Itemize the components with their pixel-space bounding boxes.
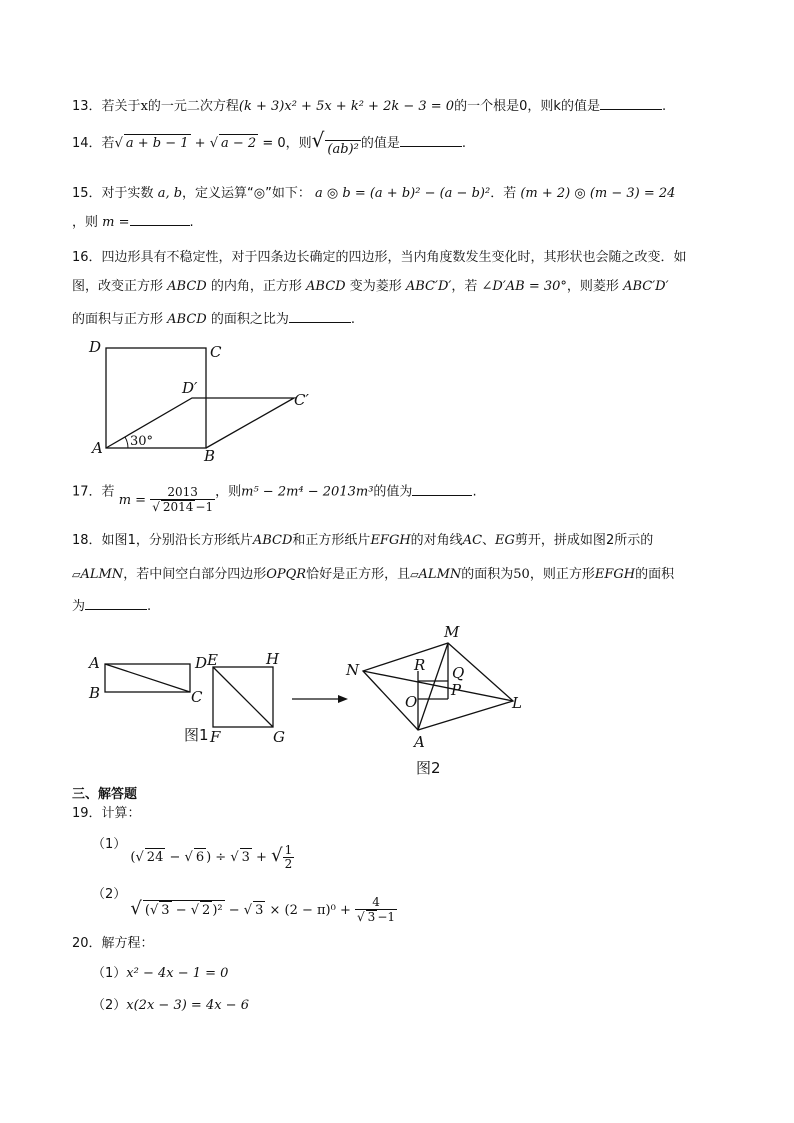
question-16-line2: 图，改变正方形 ABCD 的内角，正方形 ABCD 变为菱形 ABC′D′，若 ∠D′AB = 30°，则菱形 ABC′D′ [72, 279, 669, 294]
figure-2-caption: 图2 [416, 759, 441, 777]
question-16: 16．四边形具有不稳定性，对于四条边长确定的四边形，当内角度数发生变化时，其形状也会随之改变．如 [72, 250, 687, 265]
q17-fraction: $\frac{2013}{√ 2014 -1}$ [152, 485, 214, 514]
q13-equation: (k + 3)x² + 5x + k² + 2k − 3 = 0 [238, 99, 455, 114]
q14-answer-blank[interactable] [400, 134, 462, 147]
question-19: 19．计算： [72, 806, 141, 821]
figure-18-cut-and-assemble [80, 620, 540, 780]
label-C-prime: C′ [294, 391, 309, 409]
label-B: B [204, 447, 216, 465]
question-20: 20．解方程： [72, 936, 154, 951]
fig1-label-G: G [273, 728, 285, 746]
fig1-label-F: F [210, 728, 221, 746]
figure-16-square-rhombus [84, 335, 334, 465]
q16-answer-blank[interactable] [289, 310, 351, 323]
fig1-label-H: H [266, 650, 280, 668]
q20-part-2: （2）x(2x − 3) = 4x − 6 [92, 998, 249, 1013]
question-17: 17．若 m = $\frac{2013}{√ 2014 -1}$ ，则m⁵ − 2m⁴ − 2013m³的值为 . [72, 484, 477, 514]
question-15-cont: ，则 m = . [72, 215, 194, 230]
label-D: D [89, 338, 102, 356]
fig2-label-R: R [414, 656, 426, 674]
fig2-label-A: A [414, 733, 425, 751]
q19-part-1: （1） (√ 24 − √ 6 ) ÷ √ 3 + √ $\frac{1}{2}$ [92, 837, 293, 871]
question-18-line2: ▱ALMN，若中间空白部分四边形OPQR恰好是正方形，且▱ALMN的面积为50，则正方形EFGH的面积 [72, 567, 675, 582]
question-15: 15．对于实数 a, b，定义运算“◎”如下： a ◎ b = (a + b)² − (a − b)²．若 (m + 2) ◎ (m − 3) = 24 [72, 186, 676, 201]
q20-part-1: （1）x² − 4x − 1 = 0 [92, 966, 229, 981]
question-14: 14．若√ a + b − 1 + √ a − 2 = 0，则√ (ab)² 的值是 . [72, 128, 466, 157]
question-18: 18．如图1，分别沿长方形纸片ABCD和正方形纸片EFGH的对角线AC、EG剪开，拼成如图2所示的 [72, 533, 654, 548]
section-3-title: 三、解答题 [72, 787, 138, 802]
label-A: A [92, 439, 103, 457]
question-18-line3: 为 . [72, 599, 152, 614]
q13-answer-blank[interactable] [600, 97, 662, 110]
fig1-label-D: D [195, 654, 208, 672]
q19-part-2: （2） √ (√ 3 − √ 2 )² − √ 3 × (2 − π)⁰ + $\frac{4}{√ 3 -1}$ [92, 887, 396, 924]
fig1-label-C: C [191, 688, 203, 706]
fig2-label-M: M [444, 623, 460, 641]
fig1-label-A: A [89, 654, 100, 672]
fig1-label-B: B [89, 684, 101, 702]
question-16-line3: 的面积与正方形 ABCD 的面积之比为 . [72, 312, 356, 327]
fig2-label-P: P [451, 681, 462, 699]
q18-answer-blank[interactable] [85, 597, 147, 610]
label-C: C [210, 343, 222, 361]
q17-answer-blank[interactable] [412, 483, 472, 496]
fig2-label-L: L [512, 694, 522, 712]
q13-number: 13． [72, 99, 102, 114]
q15-answer-blank[interactable] [130, 213, 190, 226]
fig2-label-N: N [346, 661, 360, 679]
label-angle-30: 30° [130, 434, 154, 449]
figure-1-caption: 图1 [184, 726, 209, 744]
label-D-prime: D′ [182, 379, 198, 397]
fig2-label-Q: Q [452, 664, 465, 682]
fig1-label-E: E [207, 651, 218, 669]
fig2-label-O: O [405, 693, 418, 711]
question-13: 13．若关于x的一元二次方程(k + 3)x² + 5x + k² + 2k − 3 = 0的一个根是0，则k的值是 . [72, 99, 667, 114]
